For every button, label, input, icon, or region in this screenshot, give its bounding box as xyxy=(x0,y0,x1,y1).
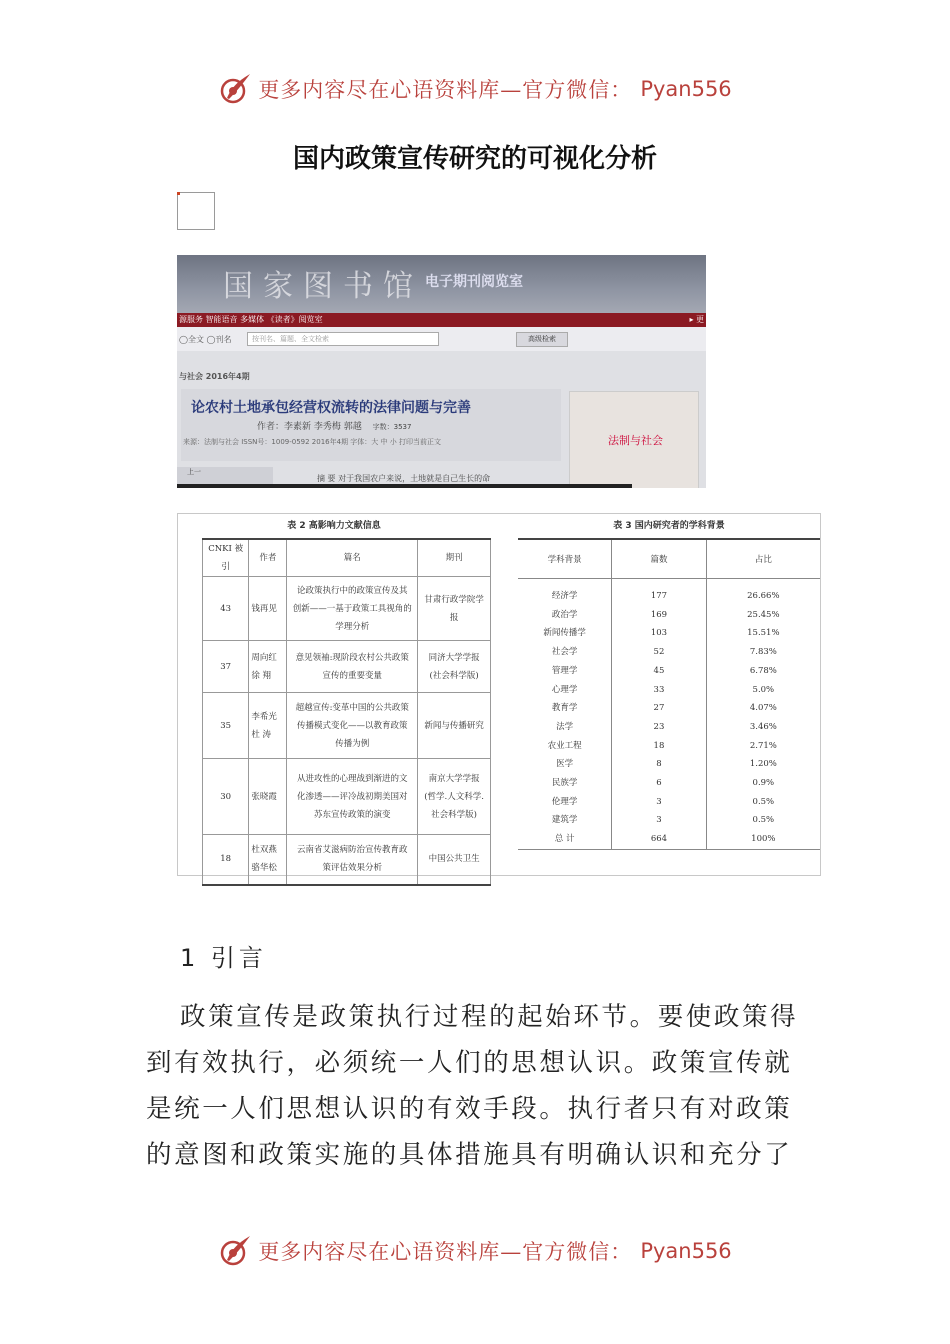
table2-cites: 30 xyxy=(203,759,249,835)
library-article-meta: 来源：法制与社会 ISSN号：1009-0592 2016年4期 字体：大 中 小 打印当前正文 xyxy=(183,438,441,446)
table-row xyxy=(518,699,820,718)
title-line: 化渗透——评冷战初期美国对 xyxy=(296,791,408,802)
library-nav-more: ▸ 更 xyxy=(689,315,704,324)
count-cell: 45 xyxy=(612,662,706,681)
library-abstract: 摘 要 对于我国农户来说，土地就是自己生长的命 xyxy=(317,474,491,483)
title-line: 宣传的重要变量 xyxy=(322,670,382,681)
table-row xyxy=(518,624,820,643)
library-article-title: 论农村土地承包经营权流转的法律问题与完善 xyxy=(191,400,471,416)
broken-image-icon xyxy=(177,192,215,230)
table-row xyxy=(518,579,820,606)
table2-title xyxy=(287,641,418,693)
discipline-cell: 医学 xyxy=(518,755,612,774)
table3 xyxy=(518,538,820,850)
journal-cover xyxy=(569,391,699,488)
table2-authors xyxy=(249,577,287,641)
journal-cover-title: 法制与社会 xyxy=(608,434,663,447)
watermark-text: 更多内容尽在心语资料库—官方微信： xyxy=(258,1240,633,1264)
paragraph-line: 的意图和政策实施的具体措施具有明确认识和充分了 xyxy=(146,1140,793,1170)
library-search-radio: ◯全文 ◯刊名 xyxy=(179,335,232,344)
count-cell: 8 xyxy=(612,755,706,774)
table-row xyxy=(518,718,820,737)
discipline-cell: 法学 xyxy=(518,718,612,737)
library-search-button: 高级检索 xyxy=(516,332,568,347)
discipline-cell: 伦理学 xyxy=(518,793,612,812)
table2-title xyxy=(287,759,418,835)
table3-header-row xyxy=(518,539,820,579)
quill-logo-icon xyxy=(218,1234,252,1268)
table-row xyxy=(518,793,820,812)
journal-line: 南京大学学报 xyxy=(428,773,480,784)
title-line: 超越宣传:变革中国的公共政策 xyxy=(295,702,409,713)
library-article-authors xyxy=(257,419,411,432)
author-line: 钱再见 xyxy=(251,603,277,614)
table2-journal xyxy=(418,641,491,693)
title-line: 苏东宣传政策的演变 xyxy=(313,809,391,820)
table2-title xyxy=(287,835,418,885)
table2-caption: 表 2 高影响力文献信息 xyxy=(287,521,381,531)
table-row xyxy=(518,643,820,662)
table2-header-cell: 作者 xyxy=(249,539,287,577)
count-cell: 177 xyxy=(612,579,706,606)
title-line: 云南省艾滋病防治宣传教育政 xyxy=(296,845,408,856)
library-banner xyxy=(177,255,706,313)
share-cell: 26.66% xyxy=(747,591,780,601)
table2 xyxy=(202,538,491,886)
count-cell: 52 xyxy=(612,643,706,662)
title-line: 论政策执行中的政策宣传及其 xyxy=(296,585,408,596)
share-cell: 100% xyxy=(706,830,820,849)
title-line: 传播为例 xyxy=(335,738,370,749)
watermark-header xyxy=(0,72,950,106)
title-line: 传播模式变化——以教育政策 xyxy=(296,720,408,731)
table-row xyxy=(518,662,820,681)
table2-authors xyxy=(249,693,287,759)
watermark-text: 更多内容尽在心语资料库—官方微信： xyxy=(258,78,633,102)
title-line: 从进攻性的心理战到渐进的文 xyxy=(296,773,408,784)
author-line: 徐 翔 xyxy=(251,670,272,681)
author-line: 杜双燕 xyxy=(251,845,277,856)
table3-body xyxy=(518,579,820,850)
table-row xyxy=(518,774,820,793)
share-cell: 7.83% xyxy=(749,647,777,658)
watermark-wechat-id: Pyan556 xyxy=(640,1239,732,1263)
table-row xyxy=(518,606,820,625)
watermark-wechat-id: Pyan556 xyxy=(640,77,732,101)
count-cell: 23 xyxy=(612,718,706,737)
table-row xyxy=(203,759,491,835)
paragraph-line: 是统一人们思想认识的有效手段。执行者只有对政策 xyxy=(146,1094,793,1124)
count-cell: 3 xyxy=(612,811,706,830)
table2-cites: 43 xyxy=(203,577,249,641)
share-cell: 2.71% xyxy=(749,740,777,751)
title-line: 策评估效果分析 xyxy=(322,863,382,874)
table-row xyxy=(518,737,820,756)
library-nav-links: 源服务 智能语音 多媒体 《读者》阅览室 xyxy=(179,315,323,324)
journal-line: 社会科学版) xyxy=(431,809,477,820)
discipline-cell: 教育学 xyxy=(518,699,612,718)
journal-line: 中国公共卫生 xyxy=(428,854,480,865)
library-logo: 国家图书馆 xyxy=(223,269,423,304)
paragraph-line: 政策宣传是政策执行过程的起始环节。要使政策得 xyxy=(180,1002,799,1032)
count-cell: 103 xyxy=(612,624,706,643)
journal-line: 报 xyxy=(449,612,459,623)
title-line: 意见领袖:现阶段农村公共政策 xyxy=(295,652,409,663)
quill-logo-icon xyxy=(218,72,252,106)
author-line: 张晓霞 xyxy=(251,791,277,802)
author-line: 李希光 xyxy=(251,711,277,722)
count-cell: 6 xyxy=(612,774,706,793)
table2-journal xyxy=(418,693,491,759)
table2-title xyxy=(287,577,418,641)
discipline-cell: 政治学 xyxy=(518,606,612,625)
share-cell: 0.5% xyxy=(752,796,775,807)
table2-authors xyxy=(249,641,287,693)
share-cell: 6.78% xyxy=(749,665,777,676)
body-paragraph xyxy=(146,994,810,1178)
table2-header-cell: CNKI 被引 xyxy=(203,539,249,577)
title-line: 学理分析 xyxy=(335,621,370,632)
discipline-cell: 民族学 xyxy=(518,774,612,793)
share-cell: 25.45% xyxy=(747,609,780,620)
divider xyxy=(177,484,632,488)
discipline-cell: 农业工程 xyxy=(518,737,612,756)
journal-line: (社会科学版) xyxy=(429,670,479,681)
library-article-author-list: 作者：李素新 李秀梅 郭越 xyxy=(257,422,362,432)
document-title: 国内政策宣传研究的可视化分析 xyxy=(292,144,657,174)
table2-authors xyxy=(249,759,287,835)
journal-line: 同济大学学报 xyxy=(428,652,480,663)
author-line: 杜 涛 xyxy=(251,729,272,740)
table2-authors xyxy=(249,835,287,885)
table2-header-row xyxy=(203,539,491,577)
discipline-cell: 经济学 xyxy=(518,579,612,606)
table2-journal xyxy=(418,577,491,641)
share-cell: 4.07% xyxy=(749,703,777,714)
table3-header-cell: 占比 xyxy=(706,539,820,579)
table2-journal xyxy=(418,759,491,835)
table-row xyxy=(518,755,820,774)
table2-cites: 18 xyxy=(203,835,249,885)
table-row xyxy=(518,811,820,830)
table2-cites: 35 xyxy=(203,693,249,759)
table2-header-cell: 篇名 xyxy=(287,539,418,577)
table3-header-cell: 篇数 xyxy=(612,539,706,579)
section-heading: 1 引言 xyxy=(180,944,267,972)
share-cell: 15.51% xyxy=(747,628,780,639)
discipline-cell: 新闻传播学 xyxy=(518,624,612,643)
paragraph-line: 到有效执行，必须统一人们的思想认识。政策宣传就 xyxy=(146,1048,793,1078)
discipline-cell: 心理学 xyxy=(518,681,612,700)
discipline-cell: 总 计 xyxy=(518,830,612,849)
author-line: 周向红 xyxy=(251,652,277,663)
table-row xyxy=(518,830,820,849)
library-article-header xyxy=(181,389,561,461)
journal-line: (哲学.人文科学. xyxy=(424,791,484,802)
table2-header-cell: 期刊 xyxy=(418,539,491,577)
table-row xyxy=(203,693,491,759)
count-cell: 18 xyxy=(612,737,706,756)
share-cell: 0.9% xyxy=(752,778,775,789)
library-search-input: 按刊名、篇题、全文检索 xyxy=(247,332,439,346)
library-screenshot xyxy=(177,255,706,488)
table2-title xyxy=(287,693,418,759)
share-cell: 5.0% xyxy=(752,684,775,695)
count-cell: 27 xyxy=(612,699,706,718)
discipline-cell: 社会学 xyxy=(518,643,612,662)
count-cell: 169 xyxy=(612,606,706,625)
library-searchbar xyxy=(177,327,706,351)
count-cell: 664 xyxy=(612,830,706,849)
library-breadcrumb: 与社会 2016年4期 xyxy=(179,372,250,381)
library-article-words: 字数：3537 xyxy=(372,423,412,431)
table2-journal xyxy=(418,835,491,885)
table3-header-cell: 学科背景 xyxy=(518,539,612,579)
journal-line: 甘肃行政学院学 xyxy=(424,594,484,605)
library-subtitle: 电子期刊阅览室 xyxy=(425,274,523,290)
table-row xyxy=(203,835,491,885)
table2-cites: 37 xyxy=(203,641,249,693)
author-line: 骆华松 xyxy=(251,863,277,874)
share-cell: 3.46% xyxy=(749,721,777,732)
journal-line: 新闻与传播研究 xyxy=(424,720,484,731)
library-nav xyxy=(177,313,706,327)
share-cell: 1.20% xyxy=(749,759,777,770)
discipline-cell: 管理学 xyxy=(518,662,612,681)
table3-caption: 表 3 国内研究者的学科背景 xyxy=(613,521,725,531)
watermark-footer xyxy=(0,1234,950,1268)
table-row xyxy=(203,641,491,693)
count-cell: 3 xyxy=(612,793,706,812)
table-row xyxy=(518,681,820,700)
count-cell: 33 xyxy=(612,681,706,700)
library-abstract-tab: 上一 xyxy=(177,467,273,487)
discipline-cell: 建筑学 xyxy=(518,811,612,830)
table-row xyxy=(203,577,491,641)
title-line: 创新——一基于政策工具视角的 xyxy=(292,603,412,614)
share-cell: 0.5% xyxy=(752,815,775,826)
tables-figure xyxy=(177,513,821,876)
